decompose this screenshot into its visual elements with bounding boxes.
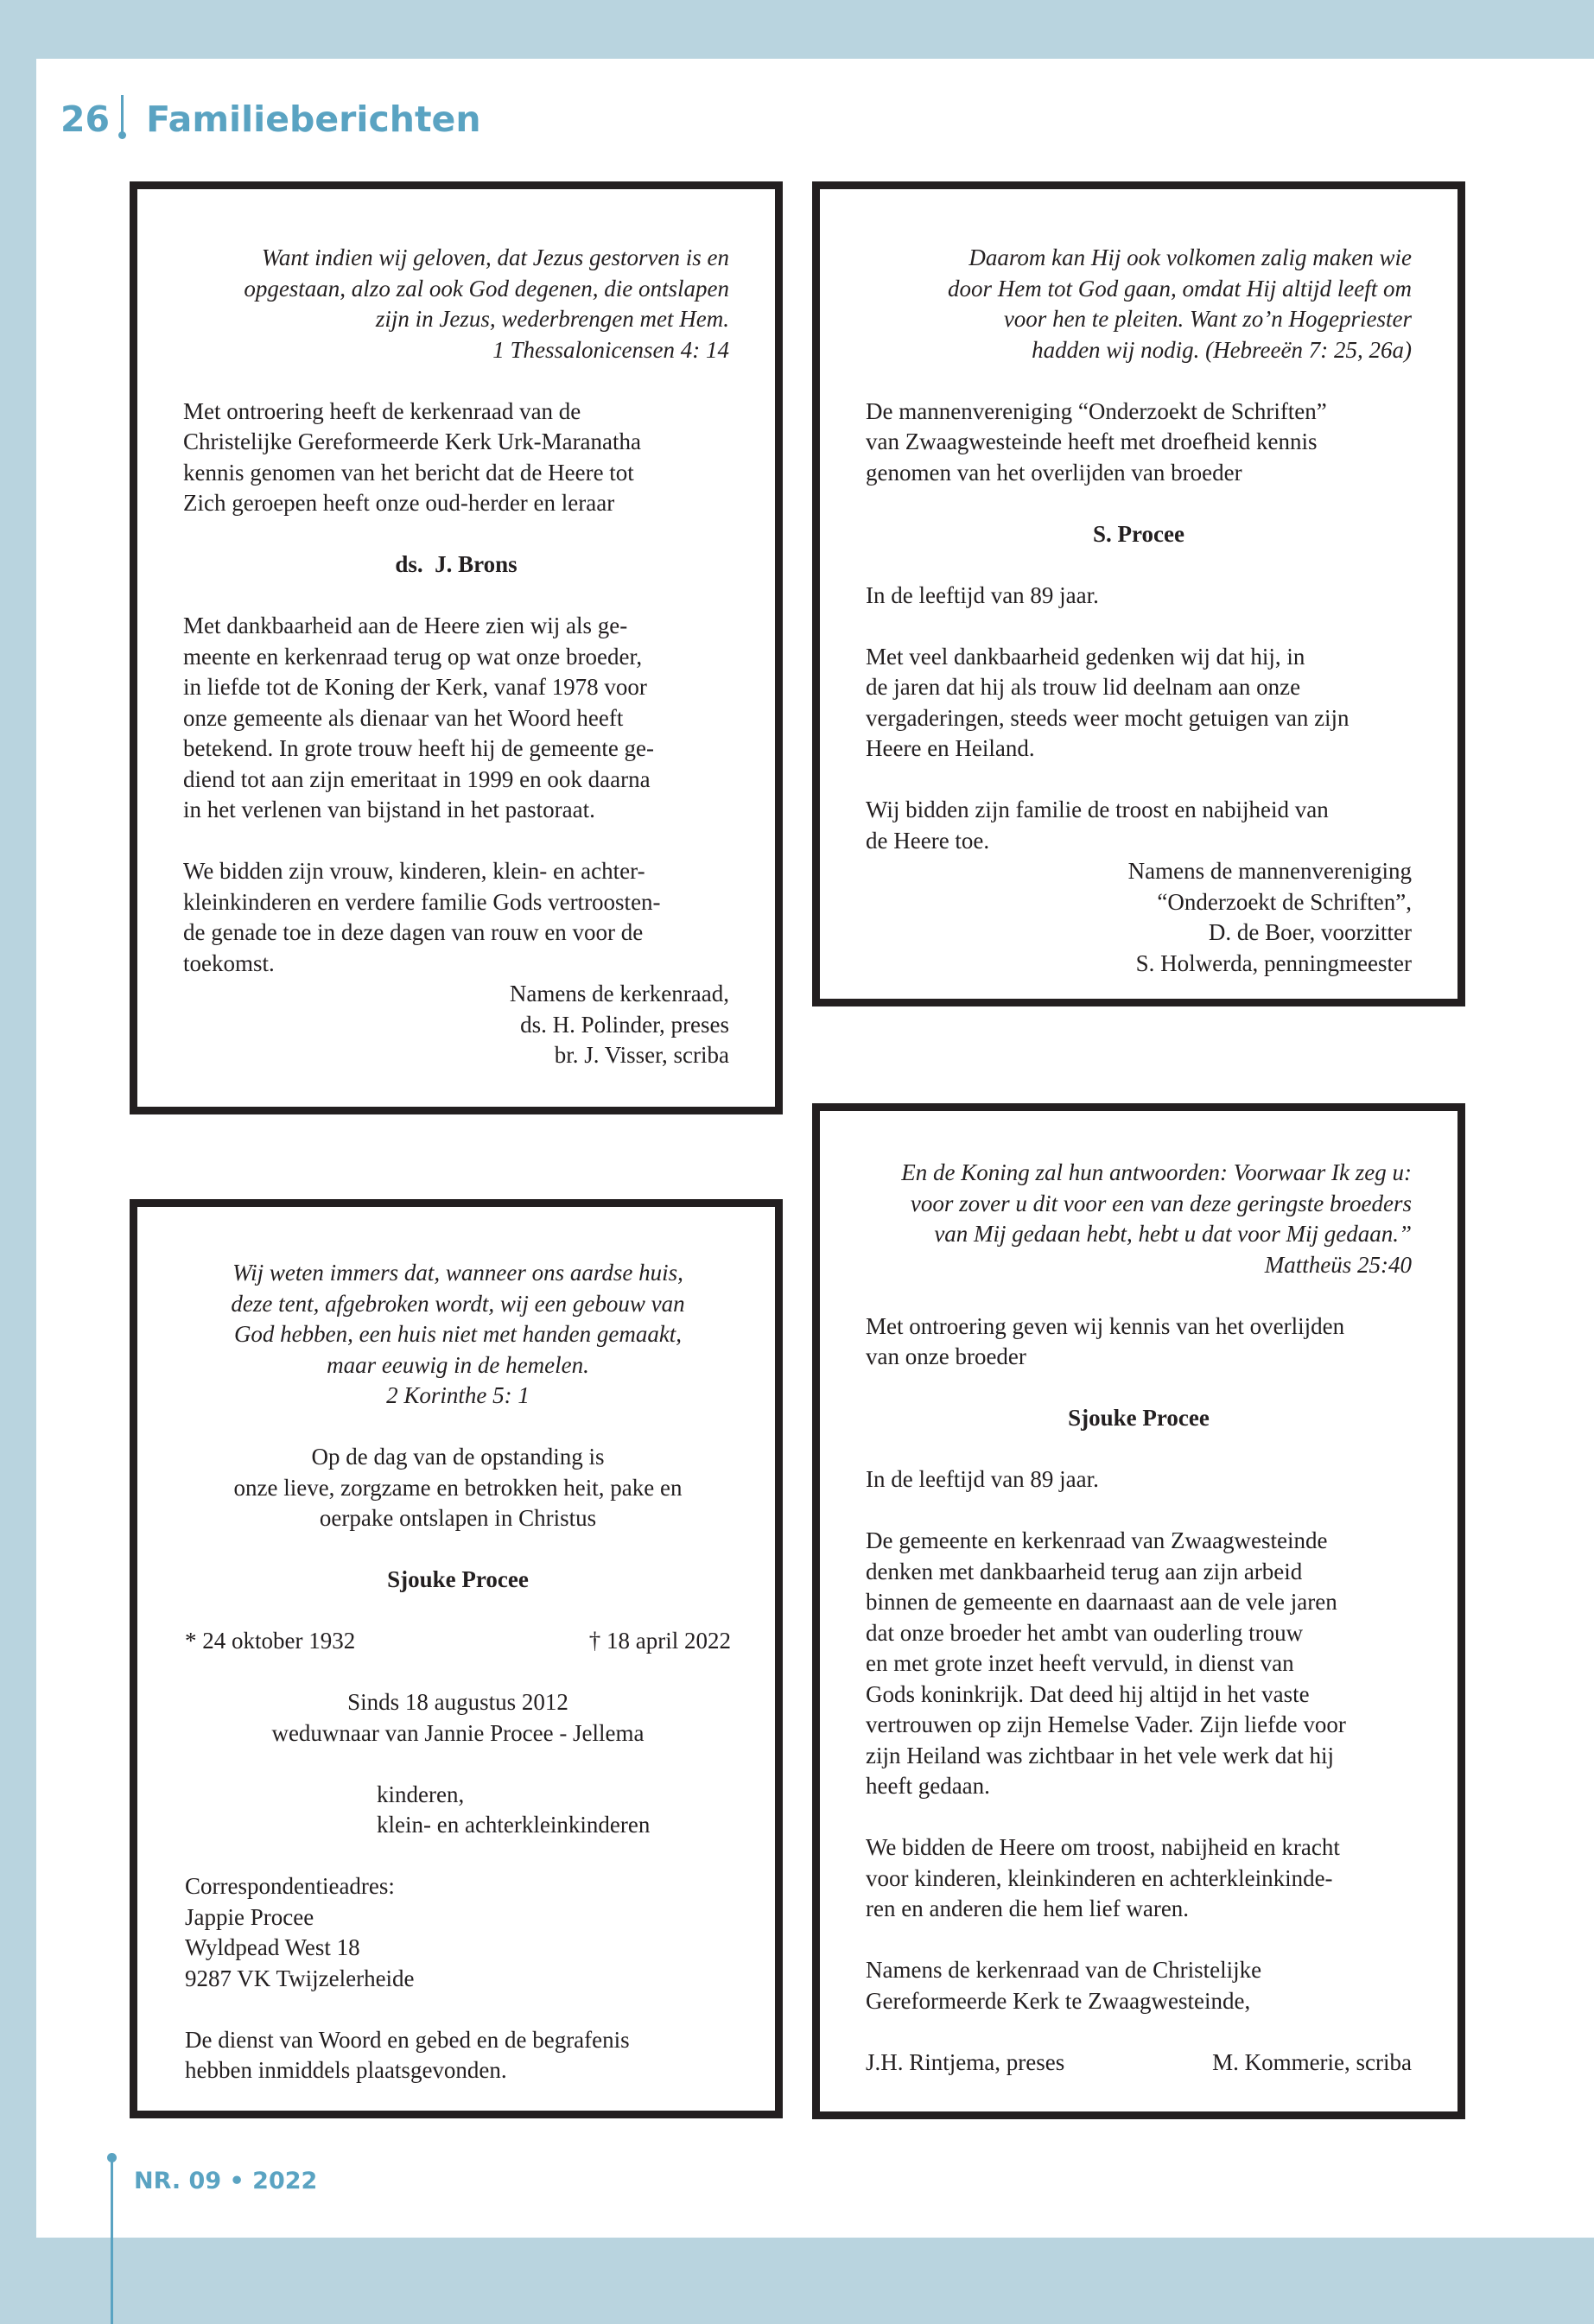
text-line: weduwnaar van Jannie Procee - Jellema <box>271 1719 645 1746</box>
text-line: vertrouwen op zijn Hemelse Vader. Zijn liefde voor <box>866 1711 1346 1737</box>
verse-line: voor hen te pleiten. Want zo’n Hogepriester <box>1003 306 1412 332</box>
verse <box>866 1158 1412 1280</box>
issue-label: NR. 09 • 2022 <box>134 2168 318 2194</box>
text-line: binnen de gemeente en daarnaast aan de vele jaren <box>866 1589 1337 1615</box>
signatories <box>866 2048 1412 2079</box>
text-line: Wij bidden zijn familie de troost en nabijheid van <box>866 797 1329 822</box>
text-line: De gemeente en kerkenraad van Zwaagwesteinde <box>866 1527 1328 1553</box>
header-divider <box>115 95 130 137</box>
verse-line: maar eeuwig in de hemelen. <box>327 1351 589 1378</box>
deceased-name: ds. J. Brons <box>395 551 518 577</box>
text-line: voor kinderen, kleinkinderen en achterkleinkinde- <box>866 1864 1333 1891</box>
text-line: toekomst. <box>183 949 275 976</box>
verse-line: door Hem tot God gaan, omdat Hij altijd leeft om <box>948 275 1412 302</box>
body <box>866 642 1412 765</box>
verse-reference: Mattheüs 25:40 <box>1264 1251 1412 1278</box>
text-line: heeft gedaan. <box>866 1773 990 1799</box>
intro <box>185 1442 731 1534</box>
text-line: Met ontroering geven wij kennis van het overlijden <box>866 1312 1345 1339</box>
notice-procee-mens-society <box>812 181 1465 1006</box>
text-line: Met ontroering heeft de kerkenraad van de <box>183 397 581 424</box>
text-line: kennis genomen van het bericht dat de Heere tot <box>183 459 634 486</box>
page-number: 26 <box>60 98 111 140</box>
verse-line: hadden wij nodig. (Hebreeën 7: 25, 26a) <box>1032 336 1412 363</box>
verse-line: Wij weten immers dat, wanneer ons aardse huis, <box>232 1260 683 1286</box>
body <box>866 1526 1412 1802</box>
text-line: onze gemeente als dienaar van het Woord heeft <box>183 704 624 731</box>
verse <box>866 243 1412 365</box>
section-title: Familieberichten <box>146 98 481 140</box>
service-note <box>185 2025 731 2086</box>
signature-line: br. J. Visser, scriba <box>554 1042 729 1068</box>
closing <box>183 856 729 979</box>
signature <box>866 856 1412 979</box>
verse-line: opgestaan, alzo zal ook God degenen, die ontslapen <box>244 275 729 302</box>
text-line: van Zwaagwesteinde heeft met droefheid kennis <box>866 429 1318 454</box>
text-line: meente en kerkenraad terug op wat onze broeder, <box>183 643 643 670</box>
text-line: de Heere toe. <box>866 827 990 854</box>
age-line: In de leeftijd van 89 jaar. <box>866 581 1099 608</box>
text-line: klein- en achterkleinkinderen <box>377 1812 651 1838</box>
signature-line: Gereformeerde Kerk te Zwaagwesteinde, <box>866 1987 1251 2014</box>
text-line: Wyldpead West 18 <box>185 1934 360 1960</box>
text-line: De mannenvereniging “Onderzoekt de Schriften” <box>866 397 1327 424</box>
text-line: hebben inmiddels plaatsgevonden. <box>185 2057 507 2083</box>
age-line: In de leeftijd van 89 jaar. <box>866 1466 1099 1492</box>
verse-line: deze tent, afgebroken wordt, wij een gebouw van <box>231 1290 685 1317</box>
life-dates <box>185 1626 731 1657</box>
text-line: en met grote inzet heeft vervuld, in dienst van <box>866 1650 1294 1676</box>
text-line: kleinkinderen en verdere familie Gods vertroosten- <box>183 888 661 915</box>
intro <box>183 397 729 519</box>
text-line: Christelijke Gereformeerde Kerk Urk-Maranatha <box>183 429 642 454</box>
signature <box>183 979 729 1071</box>
text-line: Met veel dankbaarheid gedenken wij dat hij, in <box>866 643 1305 670</box>
text-line: Op de dag van de opstanding is <box>311 1444 605 1470</box>
intro <box>866 1311 1412 1373</box>
text-line: 9287 VK Twijzelerheide <box>185 1965 415 1991</box>
notice-procee-family <box>130 1199 783 2118</box>
deceased-name: Sjouke Procee <box>1068 1405 1210 1431</box>
text-line: van onze broeder <box>866 1343 1026 1369</box>
closing <box>866 795 1412 856</box>
text-line: in het verlenen van bijstand in het pastoraat. <box>183 797 595 822</box>
verse-line: God hebben, een huis niet met handen gemaakt, <box>233 1321 683 1347</box>
verse-line: Daarom kan Hij ook volkomen zalig maken wie <box>968 244 1412 270</box>
family <box>185 1780 731 1841</box>
text-line: Heere en Heiland. <box>866 735 1035 761</box>
text-line: We bidden zijn vrouw, kinderen, klein- en achter- <box>183 858 645 884</box>
scriba-signature: M. Kommerie, scriba <box>1212 2048 1412 2075</box>
deceased-name: S. Procee <box>1093 520 1184 547</box>
verse-reference: 1 Thessalonicensen 4: 14 <box>492 336 729 363</box>
text-line: onze lieve, zorgzame en betrokken heit, pake en <box>233 1474 683 1501</box>
text-line: Zich geroepen heeft onze oud-herder en leraar <box>183 490 615 516</box>
text-line: betekend. In grote trouw heeft hij de gemeente ge- <box>183 735 655 761</box>
text-line: Jappie Procee <box>185 1903 314 1930</box>
text-line: diend tot aan zijn emeritaat in 1999 en ook daarna <box>183 765 651 792</box>
signature <box>866 1955 1412 2016</box>
signature-line: “Onderzoekt de Schriften”, <box>1157 888 1412 915</box>
text-line: oerpake ontslapen in Christus <box>319 1505 597 1531</box>
death-date: † 18 april 2022 <box>588 1628 731 1654</box>
text-line: kinderen, <box>377 1781 465 1807</box>
deceased-name: Sjouke Procee <box>387 1566 529 1592</box>
text-line: genomen van het overlijden van broeder <box>866 459 1242 486</box>
verse-line: En de Koning zal hun antwoorden: Voorwaar Ik zeg u: <box>901 1159 1412 1185</box>
text-line: Met dankbaarheid aan de Heere zien wij als ge- <box>183 613 628 638</box>
page-header <box>60 93 481 145</box>
closing <box>866 1832 1412 1925</box>
verse-line: zijn in Jezus, wederbrengen met Hem. <box>375 306 729 332</box>
signature-line: Namens de mannenvereniging <box>1127 858 1412 884</box>
preses-signature: J.H. Rintjema, preses <box>866 2048 1065 2075</box>
signature-line: Namens de kerkenraad, <box>509 981 729 1006</box>
text-line: De dienst van Woord en gebed en de begrafenis <box>185 2026 630 2053</box>
text-line: de genade toe in deze dagen van rouw en voor de <box>183 919 644 945</box>
verse-reference: 2 Korinthe 5: 1 <box>386 1382 530 1408</box>
text-line: Correspondentieadres: <box>185 1873 395 1899</box>
verse-line: van Mij gedaan hebt, hebt u dat voor Mij gedaan.” <box>934 1221 1412 1247</box>
signature-line: ds. H. Polinder, preses <box>520 1011 729 1038</box>
text-line: Sinds 18 augustus 2012 <box>347 1689 568 1715</box>
notice-brons <box>130 181 783 1114</box>
footer-rule <box>111 2160 113 2324</box>
birth-date: * 24 oktober 1932 <box>185 1628 356 1654</box>
signature-line: Namens de kerkenraad van de Christelijke <box>866 1957 1262 1983</box>
body <box>183 611 729 826</box>
signature-line: D. de Boer, voorzitter <box>1208 919 1412 945</box>
text-line: dat onze broeder het ambt van ouderling trouw <box>866 1619 1304 1646</box>
text-line: de jaren dat hij als trouw lid deelnam aan onze <box>866 674 1301 700</box>
verse-line: Want indien wij geloven, dat Jezus gestorven is en <box>261 244 729 270</box>
verse <box>183 243 729 365</box>
signature-line: S. Holwerda, penningmeester <box>1135 949 1412 976</box>
text-line: zijn Heiland was zichtbaar in het vele werk dat hij <box>866 1742 1335 1768</box>
text-line: vergaderingen, steeds weer mocht getuigen van zijn <box>866 704 1350 731</box>
widower <box>185 1687 731 1749</box>
notice-procee-church <box>812 1103 1465 2119</box>
text-line: ren en anderen die hem lief waren. <box>866 1895 1190 1921</box>
text-line: Gods koninkrijk. Dat deed hij altijd in het vaste <box>866 1680 1310 1707</box>
text-line: denken met dankbaarheid terug aan zijn arbeid <box>866 1558 1303 1584</box>
verse <box>185 1258 731 1412</box>
correspondence-address <box>185 1871 731 1994</box>
text-line: We bidden de Heere om troost, nabijheid en kracht <box>866 1834 1340 1860</box>
intro <box>866 397 1412 489</box>
verse-line: voor zover u dit voor een van deze geringste broeders <box>910 1190 1412 1216</box>
text-line: in liefde tot de Koning der Kerk, vanaf 1978 voor <box>183 674 647 700</box>
